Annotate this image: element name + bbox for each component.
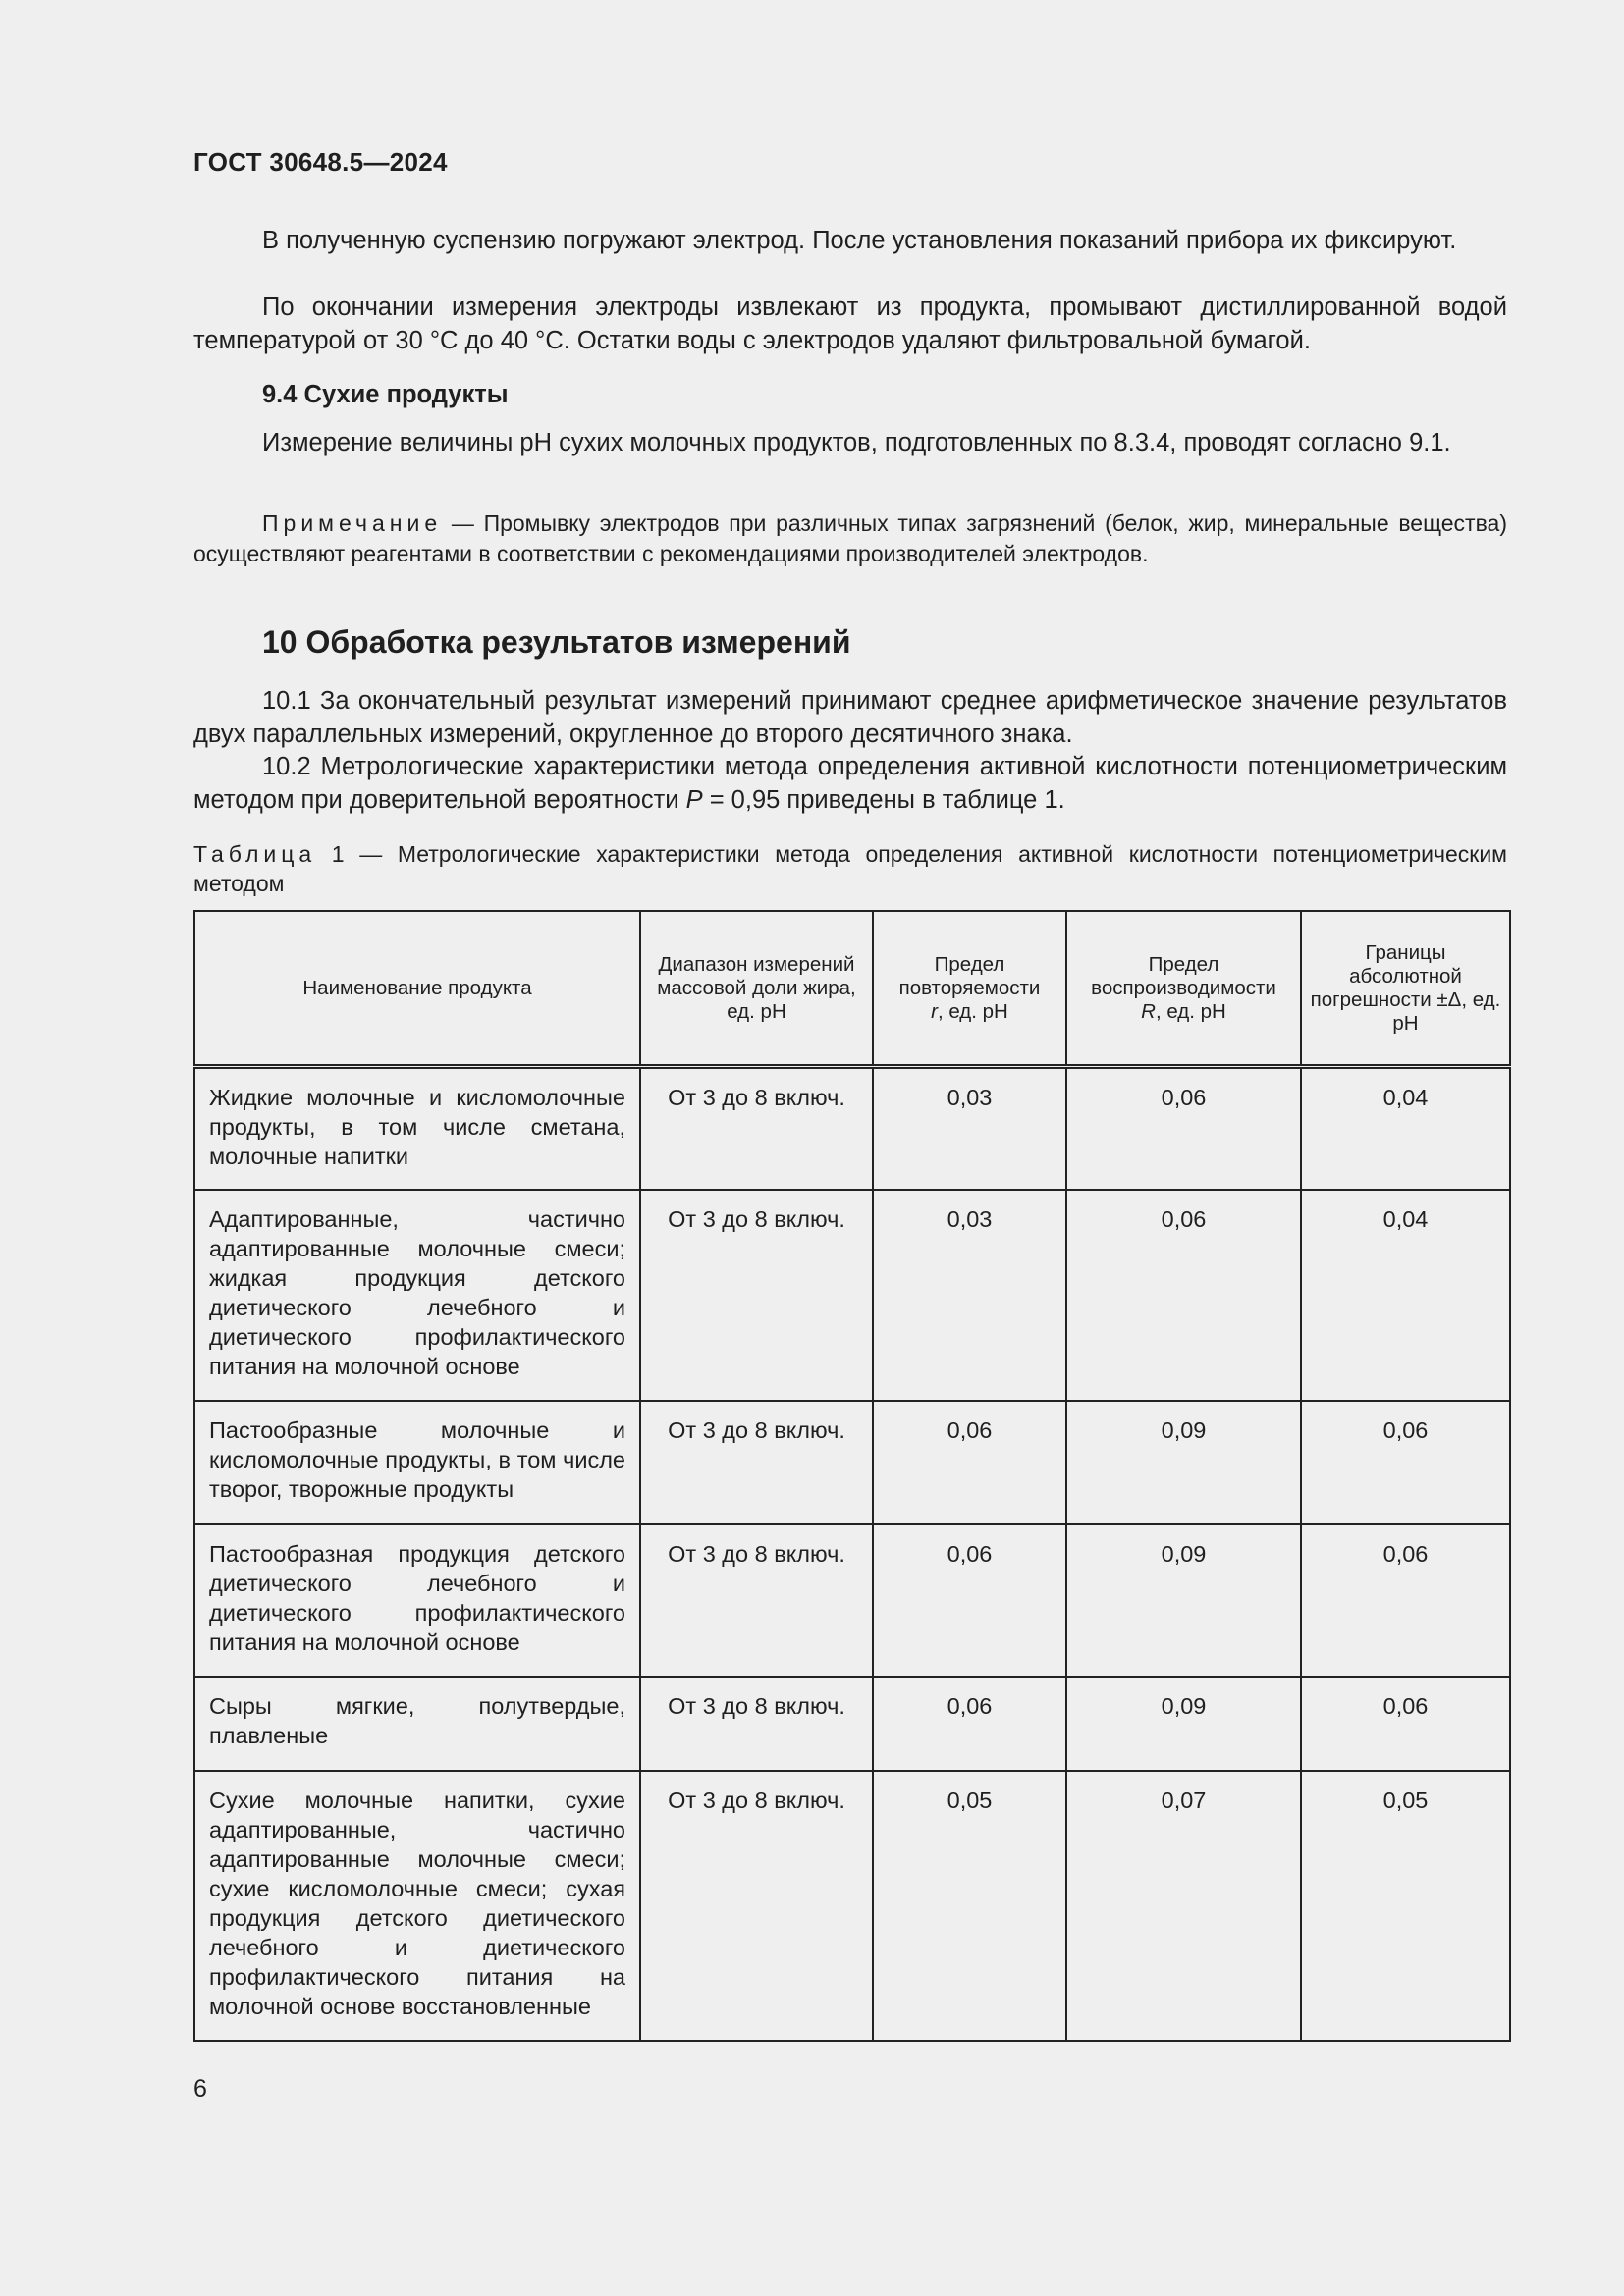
cell-reproducibility: 0,07 [1066,1771,1301,2041]
paragraph-dry-products: Измерение величины рН сухих молочных продуктов, подготовленных по 8.3.4, проводят согласно 9.1. [262,429,1451,456]
cell-repeatability: 0,06 [873,1401,1066,1524]
cell-range: От 3 до 8 включ. [640,1771,873,2041]
header-repeatability-unit: , ед. рН [937,999,1008,1023]
cell-product: Жидкие молочные и кисломолочные продукты, в том числе сметана, молочные напитки [194,1067,640,1190]
note-text: — Промывку электродов при различных типах загрязнений (белок, жир, минеральные вещества) осуществляют реагентами в соответствии с рекомендациями производителей электродов. [193,510,1507,566]
table-row [194,1771,1510,2041]
subsection-9-4-title: 9.4 Сухие продукты [262,381,509,408]
note-label: Примечание [262,510,443,536]
header-reproducibility-unit: , ед. рН [1155,999,1226,1023]
header-repeatability-text: Предел повторяемости [898,952,1041,999]
header-repeatability-symbol: r [931,999,938,1023]
header-reproducibility-text: Предел воспроизводимости [1091,952,1276,999]
paragraph-10-2-text-b: = 0,95 приведены в таблице 1. [702,786,1065,814]
cell-product: Адаптированные, частично адаптированные молочные смеси; жидкая продукция детского диетического лечебного и диетического профилактического питания на молочной основе [194,1190,640,1401]
table-row [194,1190,1510,1401]
metrology-table [193,910,1511,2042]
table-row [194,1067,1510,1190]
cell-error: 0,06 [1301,1677,1510,1771]
cell-range: От 3 до 8 включ. [640,1401,873,1524]
cell-reproducibility: 0,06 [1066,1190,1301,1401]
header-reproducibility-symbol: R [1141,999,1156,1023]
cell-error: 0,06 [1301,1524,1510,1677]
cell-range: От 3 до 8 включ. [640,1677,873,1771]
cell-error: 0,06 [1301,1401,1510,1524]
table-row [194,1677,1510,1771]
table-header-row [194,911,1510,1067]
paragraph-electrode-wash: По окончании измерения электроды извлекают из продукта, промывают дистиллированной водой температурой от 30 °С до 40 °С. Остатки воды с электродов удаляют фильтровальной бумагой. [193,294,1507,354]
paragraph-10-1: 10.1 За окончательный результат измерений принимают среднее арифметическое значение результатов двух параллельных измерений, округленное до второго десятичного знака. [193,687,1507,748]
cell-range: От 3 до 8 включ. [640,1190,873,1401]
table-row [194,1401,1510,1524]
paragraph-suspension: В полученную суспензию погружают электрод. После установления показаний прибора их фиксируют. [262,227,1457,254]
cell-range: От 3 до 8 включ. [640,1524,873,1677]
cell-product: Пастообразные молочные и кисломолочные продукты, в том числе творог, творожные продукты [194,1401,640,1524]
cell-repeatability: 0,03 [873,1190,1066,1401]
header-error-limits: Границы абсолютной погрешности ±Δ, ед. рН [1301,911,1510,1067]
cell-reproducibility: 0,09 [1066,1524,1301,1677]
cell-repeatability: 0,06 [873,1524,1066,1677]
cell-product: Сыры мягкие, полутвердые, плавленые [194,1677,640,1771]
paragraph-10-2 [193,750,1507,817]
cell-product: Пастообразная продукция детского диетического лечебного и диетического профилактического питания на молочной основе [194,1524,640,1677]
table-caption [193,839,1507,898]
header-repeatability [873,911,1066,1067]
cell-repeatability: 0,03 [873,1067,1066,1190]
header-range: Диапазон измерений массовой доли жира, ед. рН [640,911,873,1067]
paragraph-10-2-text-a: 10.2 Метрологические характеристики метода определения активной кислотности потенциометрическим методом при доверительной вероятности [193,753,1507,814]
header-product-name: Наименование продукта [194,911,640,1067]
cell-reproducibility: 0,06 [1066,1067,1301,1190]
note-block [193,508,1507,569]
cell-range: От 3 до 8 включ. [640,1067,873,1190]
table-caption-label: Таблица [193,841,317,867]
cell-repeatability: 0,05 [873,1771,1066,2041]
cell-reproducibility: 0,09 [1066,1677,1301,1771]
cell-reproducibility: 0,09 [1066,1401,1301,1524]
cell-repeatability: 0,06 [873,1677,1066,1771]
section-10-title: 10 Обработка результатов измерений [262,624,851,660]
cell-error: 0,04 [1301,1190,1510,1401]
cell-error: 0,04 [1301,1067,1510,1190]
header-reproducibility [1066,911,1301,1067]
table-caption-text: 1 — Метрологические характеристики метода определения активной кислотности потенциометрическим методом [193,841,1507,896]
cell-error: 0,05 [1301,1771,1510,2041]
page-number: 6 [193,2075,207,2103]
cell-product: Сухие молочные напитки, сухие адаптированные, частично адаптированные молочные смеси; сухие кисломолочные смеси; сухая продукция детского диетического лечебного и диетического профилактического питания на молочной основе восстановленные [194,1771,640,2041]
document-code: ГОСТ 30648.5—2024 [193,147,448,177]
table-row [194,1524,1510,1677]
probability-symbol: Р [685,786,703,814]
